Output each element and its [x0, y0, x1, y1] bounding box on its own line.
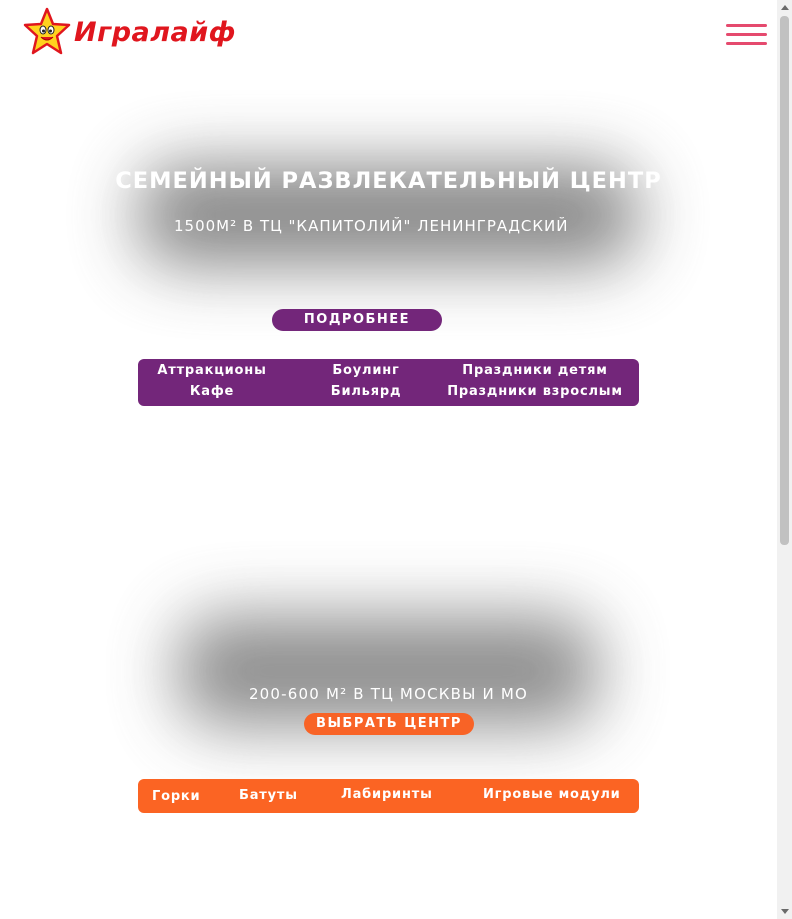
category-trampolines[interactable]: Батуты [239, 788, 298, 803]
scrollbar-thumb[interactable] [780, 16, 789, 545]
category-bowling[interactable]: Боулинг [332, 363, 400, 378]
logo-text: Игралайф [74, 17, 236, 48]
choose-center-button[interactable]: ВЫБРАТЬ ЦЕНТР [304, 713, 474, 735]
category-adult-parties[interactable]: Праздники взрослым [447, 384, 623, 399]
hamburger-line [726, 24, 767, 27]
hero-title: СЕМЕЙНЫЙ РАЗВЛЕКАТЕЛЬНЫЙ ЦЕНТР [115, 168, 662, 194]
logo[interactable] [22, 7, 236, 59]
category-labyrinths[interactable]: Лабиринты [341, 787, 433, 802]
categories-panel [138, 359, 639, 406]
scroll-up-arrow-icon[interactable] [781, 5, 789, 10]
hamburger-line [726, 33, 767, 36]
section2-categories-panel [138, 779, 639, 813]
category-play-modules[interactable]: Игровые модули [483, 787, 621, 802]
section2-subtitle: 200-600 М² В ТЦ МОСКВЫ И МО [248, 685, 529, 703]
category-billiards[interactable]: Бильярд [330, 384, 402, 399]
vertical-scrollbar[interactable] [777, 0, 792, 919]
category-cafe[interactable]: Кафе [189, 384, 235, 399]
hero-subtitle: 1500М² В ТЦ "КАПИТОЛИЙ" ЛЕНИНГРАДСКИЙ [174, 217, 569, 235]
more-button[interactable]: ПОДРОБНЕЕ [272, 309, 442, 331]
category-attractions[interactable]: Аттракционы [157, 363, 267, 378]
scroll-down-arrow-icon[interactable] [781, 909, 789, 914]
category-kids-parties[interactable]: Праздники детям [462, 363, 608, 378]
hamburger-menu-icon[interactable] [726, 24, 768, 48]
category-slides[interactable]: Горки [152, 789, 201, 804]
hamburger-line [726, 42, 767, 45]
star-mascot-icon [22, 7, 72, 57]
section2-shadow-backdrop [178, 616, 598, 726]
